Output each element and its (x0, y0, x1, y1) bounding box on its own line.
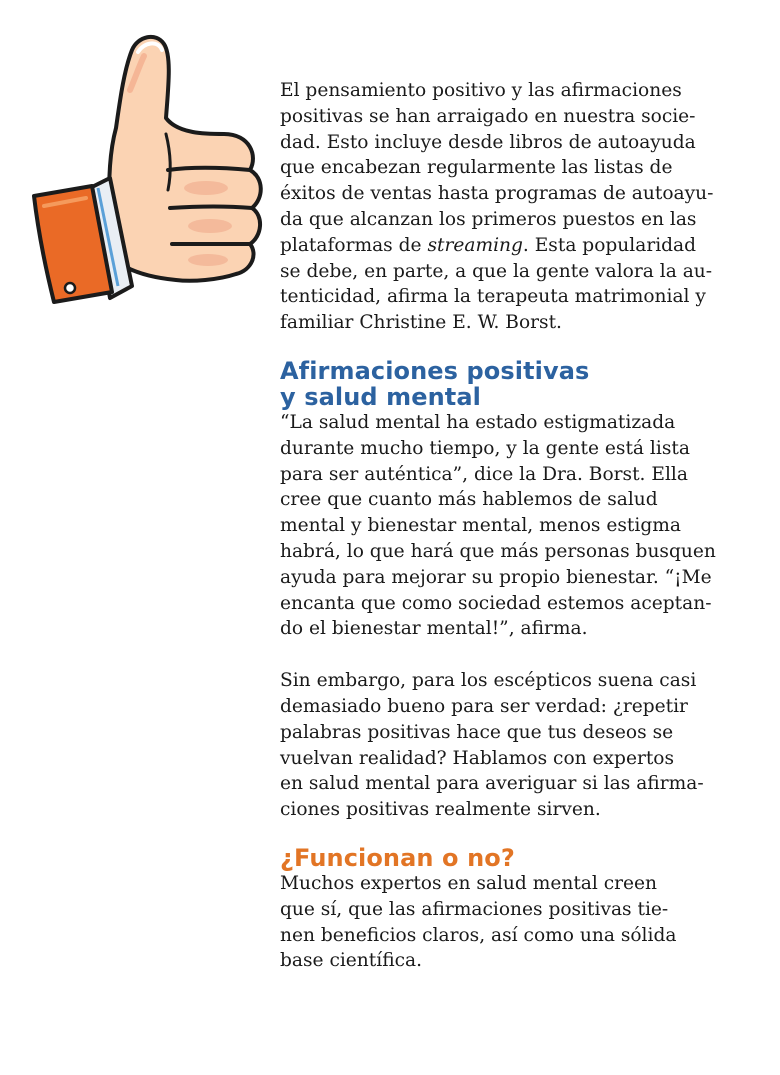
text-line: Muchos expertos en salud mental creen (280, 872, 658, 894)
text-line: da que alcanzan los primeros puestos en las (280, 208, 697, 230)
heading-line: Afirmaciones positivas (280, 356, 590, 385)
section2-paragraph (280, 871, 730, 974)
text-line: demasiado bueno para ser verdad: ¿repetir (280, 695, 688, 717)
text-line: palabras positivas hace que tus deseos se (280, 721, 674, 743)
text-line: habrá, lo que hará que más personas busquen (280, 540, 716, 562)
text-line: durante mucho tiempo, y la gente está lista (280, 437, 690, 459)
text-line: dad. Esto incluye desde libros de autoayuda (280, 131, 696, 153)
text-line: en salud mental para averiguar si las afirma- (280, 773, 704, 795)
text-line: para ser auténtica”, dice la Dra. Borst. Ella (280, 463, 688, 485)
text-line: nen beneficios claros, así como una sólida (280, 924, 677, 946)
text-line: tenticidad, afirma la terapeuta matrimonial y (280, 286, 706, 308)
intro-paragraph (280, 78, 730, 336)
text-line: ayuda para mejorar su propio bienestar. “¡Me (280, 566, 712, 588)
section-heading-do-they-work (280, 845, 730, 871)
text-line: que encabezan regularmente las listas de (280, 157, 673, 179)
section-heading-mental-health (280, 358, 730, 410)
text-line: “La salud mental ha estado estigmatizada (280, 411, 676, 433)
text-line: que sí, que las afirmaciones positivas tie- (280, 898, 669, 920)
text-line: positivas se han arraigado en nuestra socie- (280, 105, 696, 127)
text-line (280, 233, 730, 259)
streaming-term: streaming (427, 234, 523, 256)
heading-line: y salud mental (280, 382, 481, 411)
text-segment: . Esta popularidad (522, 234, 697, 256)
text-line: do el bienestar mental!”, afirma. (280, 618, 588, 640)
text-line: vuelvan realidad? Hablamos con expertos (280, 747, 675, 769)
article-column (280, 78, 730, 974)
text-line: Sin embargo, para los escépticos suena casi (280, 670, 697, 692)
text-line: El pensamiento positivo y las afirmaciones (280, 80, 682, 101)
text-line: éxitos de ventas hasta programas de autoayu- (280, 183, 714, 205)
text-line: encanta que como sociedad estemos aceptan- (280, 592, 712, 614)
text-line: cree que cuanto más hablemos de salud (280, 489, 658, 511)
text-line: se debe, en parte, a que la gente valora la au- (280, 260, 713, 282)
text-line: base científica. (280, 950, 423, 972)
text-line: familiar Christine E. W. Borst. (280, 312, 562, 334)
text-line: ciones positivas realmente sirven. (280, 799, 601, 821)
thumbs-up-hand-icon (28, 30, 263, 305)
text-line: mental y bienestar mental, menos estigma (280, 515, 681, 537)
text-segment: plataformas de (280, 234, 428, 256)
section1-paragraph2 (280, 668, 730, 823)
section1-paragraph1 (280, 410, 730, 642)
heading-line: ¿Funcionan o no? (280, 843, 515, 872)
